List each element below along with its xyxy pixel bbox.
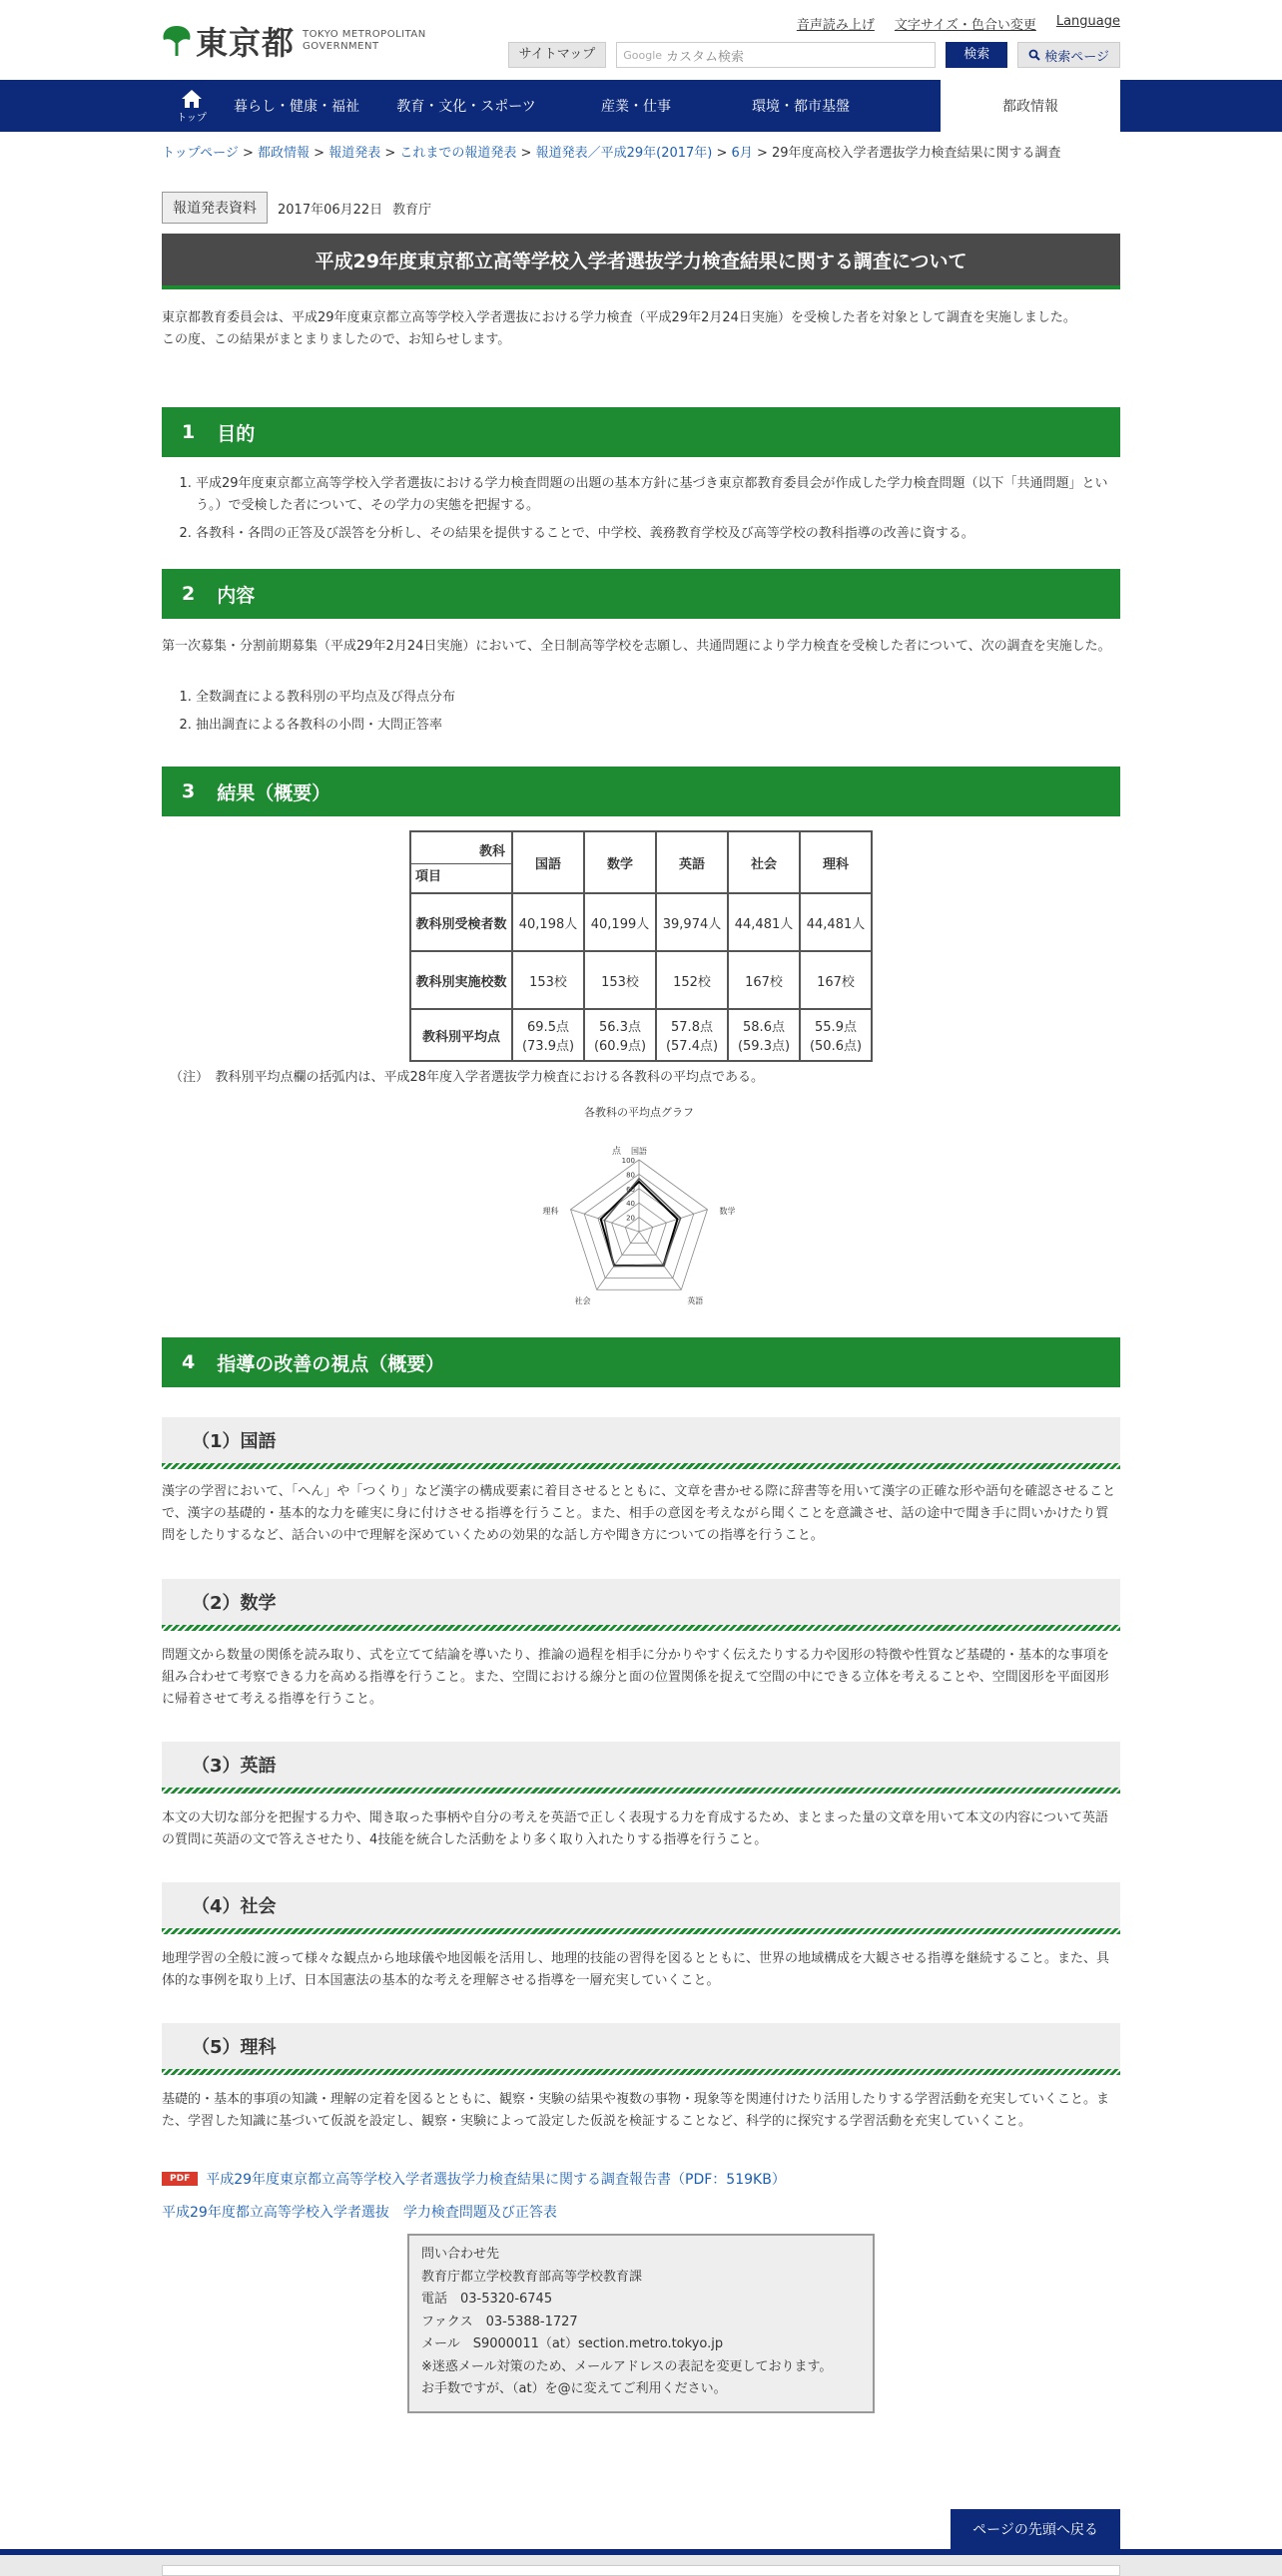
avg-previous: (50.6点) [809, 1039, 863, 1054]
press-date: 2017年06月22日 [278, 202, 383, 218]
pdf-report-label[interactable]: 平成29年度東京都立高等学校入学者選抜学力検査結果に関する調査報告書（PDF：519KB） [206, 2172, 786, 2188]
row-label: 教科別受検者数 [410, 893, 512, 951]
search-row [508, 42, 1120, 68]
radar-category-label: 社会 [574, 1296, 591, 1306]
avg-current: 57.8点 [671, 1020, 713, 1035]
radar-tick-label: 40 [626, 1200, 635, 1209]
exam-problems-link[interactable]: 平成29年度都立高等学校入学者選抜 学力検査問題及び正答表 [162, 2205, 557, 2221]
pdf-icon: PDF [162, 2172, 198, 2186]
intro-text [162, 307, 1120, 351]
subsection-japanese-text: 漢字の学習において、「へん」や「つくり」など漢字の構成要素に着目させるとともに、文章を書かせる際に辞書等を用いて漢字の正確な形や語句を確認させることで、漢字の基礎的・基本的な力を確実に身に付けさせる指導を行うこと。また、相手の意図を考えながら聞くことを意識させ、話の途中で聞き手に問いかけたり質問をしたりするなど、話合いの中で理解を深めていくための効果的な話し方や聞き方についての指導を行うこと。 [162, 1484, 1116, 1543]
table-cell [800, 1009, 872, 1061]
avg-current: 55.9点 [815, 1020, 857, 1035]
breadcrumb-current: 29年度高校入学者選抜学力検査結果に関する調査 [771, 146, 1061, 161]
subsection-math: （2）数学 [162, 1579, 1120, 1625]
subsection-social-text: 地理学習の全般に渡って様々な観点から地球儀や地図帳を活用し、地理的技能の習得を図るとともに、世界の地域構成を大観させる指導を継続すること。また、具体的な事例を取り上げ、日本国憲法の基本的な考えを理解させる指導を一層充実していくこと。 [162, 1951, 1110, 1988]
contact-box [407, 2234, 875, 2413]
table-header-subject: 社会 [728, 831, 800, 893]
nav-living[interactable]: 暮らし・健康・福祉 [234, 99, 359, 115]
table-row [410, 951, 872, 1009]
radar-chart-title: 各教科の平均点グラフ [584, 1106, 694, 1119]
results-table [409, 830, 873, 1062]
breadcrumb-2017[interactable]: 報道発表／平成29年(2017年) [535, 146, 713, 161]
section-2-number: 2 [182, 583, 196, 605]
radar-tick-label: 80 [626, 1171, 635, 1180]
section-3-heading [162, 767, 1120, 816]
row-label: 教科別平均点 [410, 1009, 512, 1061]
avg-current: 56.3点 [599, 1020, 641, 1035]
row-label: 教科別実施校数 [410, 951, 512, 1009]
section-1-list [196, 473, 1114, 551]
section-2-heading [162, 569, 1120, 619]
table-header-subject: 数学 [584, 831, 656, 893]
section-3-title: 結果（概要） [217, 781, 331, 804]
utility-links [797, 14, 1120, 33]
section-2-title: 内容 [217, 584, 256, 607]
table-cell [728, 1009, 800, 1061]
section-4-heading [162, 1337, 1120, 1387]
breadcrumb-past-press[interactable]: これまでの報道発表 [399, 146, 517, 161]
table-cell [584, 1009, 656, 1061]
nav-industry[interactable]: 産業・仕事 [601, 99, 671, 115]
radar-category-label: 英語 [687, 1296, 704, 1306]
radar-unit-label: 点 [611, 1147, 621, 1157]
table-cell: 153校 [512, 951, 584, 1009]
google-label: Google [623, 48, 663, 62]
subsection-science: （5）理科 [162, 2023, 1120, 2069]
logo-sub-line-1: TOKYO METROPOLITAN [303, 29, 426, 40]
breadcrumb-press[interactable]: 報道発表 [328, 146, 381, 161]
list-item: 2. 各教科・各問の正答及び誤答を分析し、その結果を提供することで、中学校、義務教育学校及び高等学校の教科指導の改善に資する。 [196, 523, 1114, 545]
logo-sub-line-2: GOVERNMENT [303, 41, 379, 52]
section-2-text: 第一次募集・分割前期募集（平成29年2月24日実施）において、全日制高等学校を志願し、共通問題により学力検査を受検した者について、次の調査を実施した。 [162, 639, 1111, 654]
contact-line: 教育庁都立学校教育部高等学校教育課 [421, 2269, 643, 2285]
contact-line: ファクス 03-5388-1727 [421, 2314, 578, 2329]
search-input[interactable] [616, 42, 936, 68]
radar-spoke [639, 1232, 681, 1289]
table-cell: 167校 [800, 951, 872, 1009]
section-3-number: 3 [182, 780, 196, 802]
table-header-subject: 英語 [656, 831, 728, 893]
contact-line: 問い合わせ先 [421, 2247, 500, 2262]
pdf-report-link[interactable] [162, 2169, 786, 2189]
breadcrumb-government[interactable]: 都政情報 [258, 146, 311, 161]
page-title: 平成29年度東京都立高等学校入学者選抜学力検査結果に関する調査について [162, 234, 1120, 289]
breadcrumb: トップページ > 都政情報 > 報道発表 > これまでの報道発表 > 報道発表／平成29年(2017年) > 6月 > 29年度高校入学者選抜学力検査結果に関する調査 [162, 146, 1061, 161]
nav-home-label: トップ [177, 112, 207, 124]
back-to-top-button[interactable]: ページの先頭へ戻る [951, 2509, 1120, 2549]
logo-subtitle [303, 29, 426, 53]
table-header-subject: 国語 [512, 831, 584, 893]
magnifier-icon [1028, 49, 1040, 61]
table-cell: 167校 [728, 951, 800, 1009]
global-nav [0, 80, 1282, 132]
search-page-label: 検索ページ [1044, 49, 1109, 65]
list-item: 2. 抽出調査による各教科の小問・大問正答率 [196, 715, 1114, 737]
table-cell: 44,481人 [800, 893, 872, 951]
subsection-math-text: 問題文から数量の関係を読み取り、式を立てて結論を導いたり、推論の過程を相手に分かりやすく伝えたりする力や図形の特徴や性質など基礎的・基本的な事項を組み合わせて考察できる力を高める指導を行うこと。また、空間における線分と面の位置関係を捉えて空間の中にできる立体を考えることや、空間図形を平面図形に帰着させて考える指導を行うこと。 [162, 1648, 1110, 1707]
press-dept: 教育庁 [392, 202, 432, 218]
press-release-badge: 報道発表資料 [162, 192, 268, 224]
language-link[interactable]: Language [1055, 14, 1120, 29]
tokyo-ginkgo-icon [162, 24, 192, 58]
section-1-title: 目的 [217, 422, 256, 445]
subsection-english: （3）英語 [162, 1742, 1120, 1788]
avg-previous: (59.3点) [737, 1039, 791, 1054]
radar-chart [519, 1122, 759, 1321]
radar-series-line [604, 1179, 680, 1267]
text-size-color-link[interactable]: 文字サイズ・色合い変更 [894, 18, 1036, 33]
radar-spoke [639, 1210, 707, 1232]
contact-line: ※迷惑メール対策のため、メールアドレスの表記を変更しております。 [421, 2358, 833, 2374]
sitemap-button[interactable]: サイトマップ [508, 42, 607, 68]
voice-readout-link[interactable]: 音声読み上げ [796, 18, 875, 33]
subsection-english-text: 本文の大切な部分を把握する力や、聞き取った事柄や自分の考えを英語で正しく表現する力を育成するため、まとまった量の文章を用いて本文の内容について英語の質問に英語の文で答えさせたり、4技能を統合した活動をより多く取り入れたりする指導を行うこと。 [162, 1810, 1108, 1847]
nav-home[interactable] [162, 80, 222, 132]
intro-paragraph-2: この度、この結果がまとまりましたので、お知らせします。 [162, 332, 511, 347]
nav-government[interactable]: 都政情報 [941, 80, 1120, 132]
table-cell: 39,974人 [656, 893, 728, 951]
avg-current: 58.6点 [743, 1020, 785, 1035]
home-icon [181, 89, 203, 109]
table-cell [656, 1009, 728, 1061]
radar-spoke [597, 1232, 639, 1289]
subsection-social: （4）社会 [162, 1882, 1120, 1928]
section-1-number: 1 [182, 421, 196, 443]
breadcrumb-top[interactable]: トップページ [162, 146, 239, 161]
table-note: （注） 教科別平均点欄の括弧内は、平成28年度入学者選抜学力検査における各教科の平均点である。 [170, 1070, 765, 1085]
table-header-subject: 理科 [800, 831, 872, 893]
breadcrumb-june[interactable]: 6月 [731, 146, 753, 161]
search-button[interactable]: 検索 [946, 42, 1007, 68]
radar-tick-label: 20 [626, 1214, 635, 1223]
table-cell: 40,198人 [512, 893, 584, 951]
table-row [410, 1009, 872, 1061]
site-logo[interactable] [162, 18, 426, 64]
table-cell [512, 1009, 584, 1061]
table-cell: 40,199人 [584, 893, 656, 951]
list-item: 1. 全数調査による教科別の平均点及び得点分布 [196, 687, 1114, 709]
avg-previous: (57.4点) [665, 1039, 719, 1054]
section-4-title: 指導の改善の視点（概要） [217, 1352, 445, 1375]
avg-previous: (73.9点) [521, 1039, 575, 1054]
section-1-heading [162, 407, 1120, 457]
section-4-number: 4 [182, 1351, 196, 1373]
avg-previous: (60.9点) [593, 1039, 647, 1054]
table-cell: 44,481人 [728, 893, 800, 951]
table-cell: 152校 [656, 951, 728, 1009]
radar-category-label: 理科 [542, 1206, 559, 1216]
press-meta [162, 192, 431, 224]
contact-line: 電話 03-5320-6745 [421, 2292, 553, 2307]
search-placeholder: カスタム検索 [666, 49, 745, 65]
contact-line: メール S9000011（at）section.metro.tokyo.jp [421, 2336, 724, 2351]
radar-tick-label: 60 [626, 1185, 635, 1194]
logo-text: 東京都 [196, 24, 296, 62]
table-row [410, 893, 872, 951]
contact-line: お手数ですが、（at）を@に変えてご利用ください。 [421, 2381, 727, 2396]
intro-paragraph-1: 東京都教育委員会は、平成29年度東京都立高等学校入学者選抜における学力検査（平成29年2月24日実施）を受検した者を対象として調査を実施しました。 [162, 310, 1076, 325]
list-item: 1. 平成29年度東京都立高等学校入学者選抜における学力検査問題の出題の基本方針に基づき東京都教育委員会が作成した学力検査問題（以下「共通問題」という。）で受検した者について、その学力の実態を把握する。 [196, 473, 1114, 517]
radar-category-label: 数学 [719, 1206, 736, 1216]
subsection-science-text: 基礎的・基本的事項の知識・理解の定着を図るとともに、観察・実験の結果や複数の事物・現象等を関連付けたり活用したりする学習活動を充実していくこと。また、学習した知識に基づいて仮説を設定し、観察・実験によって設定した仮説を検証することなど、科学的に探究する学習活動を充実していくこと。 [162, 2092, 1110, 2129]
avg-current: 69.5点 [527, 1020, 569, 1035]
search-page-button[interactable] [1017, 42, 1120, 68]
subsection-japanese: （1）国語 [162, 1417, 1120, 1463]
table-cell: 153校 [584, 951, 656, 1009]
radar-category-label: 国語 [631, 1147, 647, 1156]
nav-environment[interactable]: 環境・都市基盤 [752, 99, 850, 115]
radar-tick-label: 100 [621, 1157, 635, 1165]
corner-bottom-label: 項目 [415, 869, 442, 884]
section-2-list [196, 687, 1114, 743]
nav-education[interactable]: 教育・文化・スポーツ [396, 99, 536, 115]
corner-top-label: 教科 [478, 844, 505, 859]
table-corner [410, 831, 512, 893]
site-header [0, 0, 1282, 80]
footer-box [162, 2565, 1120, 2576]
